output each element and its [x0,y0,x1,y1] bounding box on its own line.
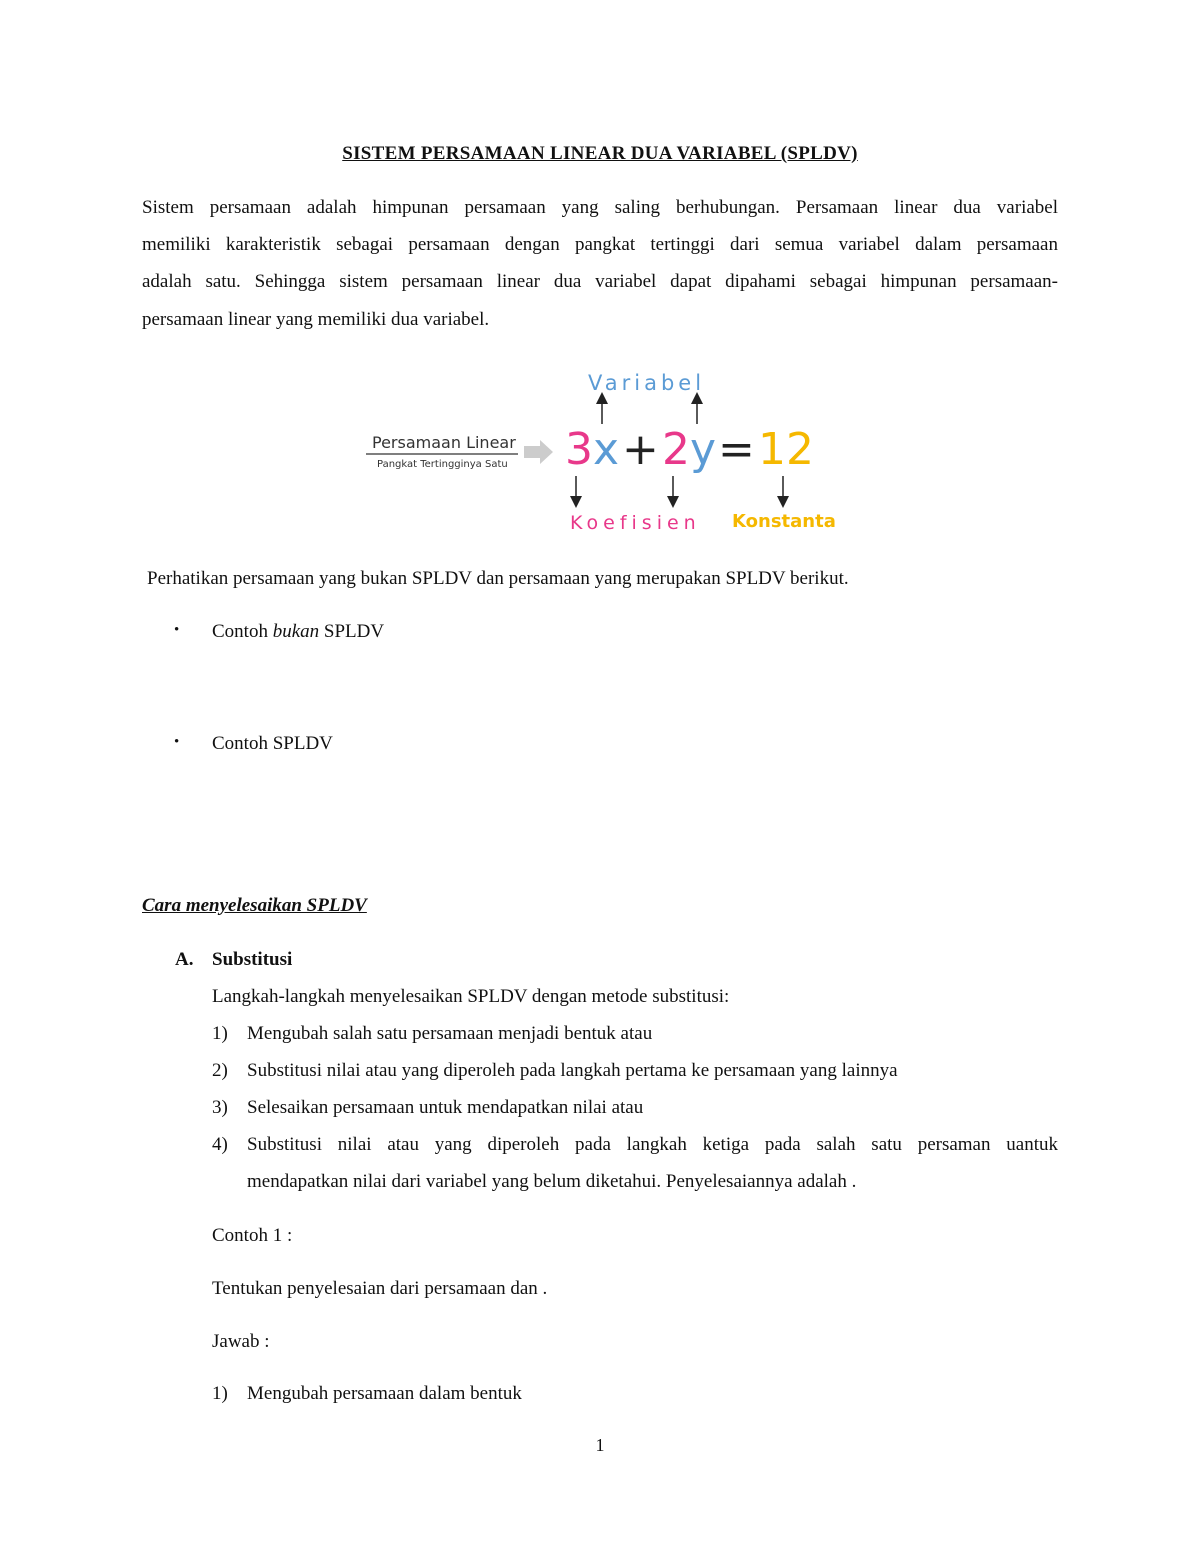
bullet-1-italic: bukan [272,621,320,642]
bullet-1-glyph: • [174,622,180,638]
intro-line-4: persamaan linear yang memiliki dua variabel. [142,309,490,330]
intro-line-1: Sistem persamaan adalah himpunan persamaan yang saling berhubungan. Persamaan linear dua variabel [142,197,1058,218]
answer-step-1-text: Mengubah persamaan dalam bentuk [247,1383,522,1404]
svg-text:2y [662,424,716,475]
step-3-text: Selesaikan persamaan untuk mendapatkan nilai atau [247,1097,644,1118]
eq-coef-2: 2 [662,424,690,475]
svg-text:3x [565,424,619,475]
linear-equation-diagram [360,362,850,537]
step-4-text: Substitusi nilai atau yang diperoleh pada langkah ketiga pada salah satu persaman uantuk [247,1134,1058,1155]
diagram-gray-arrow [524,440,553,464]
bullet-1-prefix: Contoh [212,621,273,642]
tentukan-text: Tentukan penyelesaian dari persamaan dan . [212,1278,548,1299]
jawab-label: Jawab : [212,1331,270,1352]
page-number: 1 [595,1435,605,1455]
bullet-1-suffix: SPLDV [319,621,385,642]
eq-constant: 12 [758,424,814,475]
step-2-text: Substitusi nilai atau yang diperoleh pada langkah pertama ke persamaan yang lainnya [247,1060,898,1081]
page-title: SISTEM PERSAMAAN LINEAR DUA VARIABEL (SPLDV) [342,143,858,164]
step-1-num: 1) [212,1023,228,1044]
contoh-label: Contoh 1 : [212,1225,293,1246]
eq-plus: + [622,424,659,475]
intro-line-3: adalah satu. Sehingga sistem persamaan linear dua variabel dapat dipahami sebagai himpunan persamaan- [142,271,1058,292]
diagram-left-sublabel: Pangkat Tertingginya Satu [377,459,508,470]
step-4-num: 4) [212,1134,228,1155]
bullet-2-text: Contoh SPLDV [212,733,333,754]
konstanta-label: Konstanta [732,511,836,532]
substitusi-intro: Langkah-langkah menyelesaikan SPLDV dengan metode substitusi: [212,986,730,1007]
eq-var-y: y [690,424,717,475]
perhatikan-text: Perhatikan persamaan yang bukan SPLDV dan persamaan yang merupakan SPLDV berikut. [147,568,849,589]
step-4-continuation: mendapatkan nilai dari variabel yang belum diketahui. Penyelesaiannya adalah . [247,1171,857,1192]
step-1-text: Mengubah salah satu persamaan menjadi bentuk atau [247,1023,653,1044]
variabel-label: Variabel [588,371,706,395]
koefisien-label: Koefisien [570,512,701,534]
intro-line-2: memiliki karakteristik sebagai persamaan dengan pangkat tertinggi dari semua variabel dalam persamaan [142,234,1058,255]
section-title: Cara menyelesaikan SPLDV [142,895,367,916]
eq-equals: = [718,424,755,475]
eq-coef-1: 3 [565,424,593,475]
eq-var-x: x [593,424,620,475]
step-3-num: 3) [212,1097,228,1118]
subsection-title: Substitusi [212,949,293,970]
bullet-1-text [212,621,384,643]
subsection-letter: A. [175,949,194,970]
answer-step-1-num: 1) [212,1383,228,1404]
bullet-2-glyph: • [174,734,180,750]
diagram-left-label: Persamaan Linear [372,433,516,452]
step-2-num: 2) [212,1060,228,1081]
